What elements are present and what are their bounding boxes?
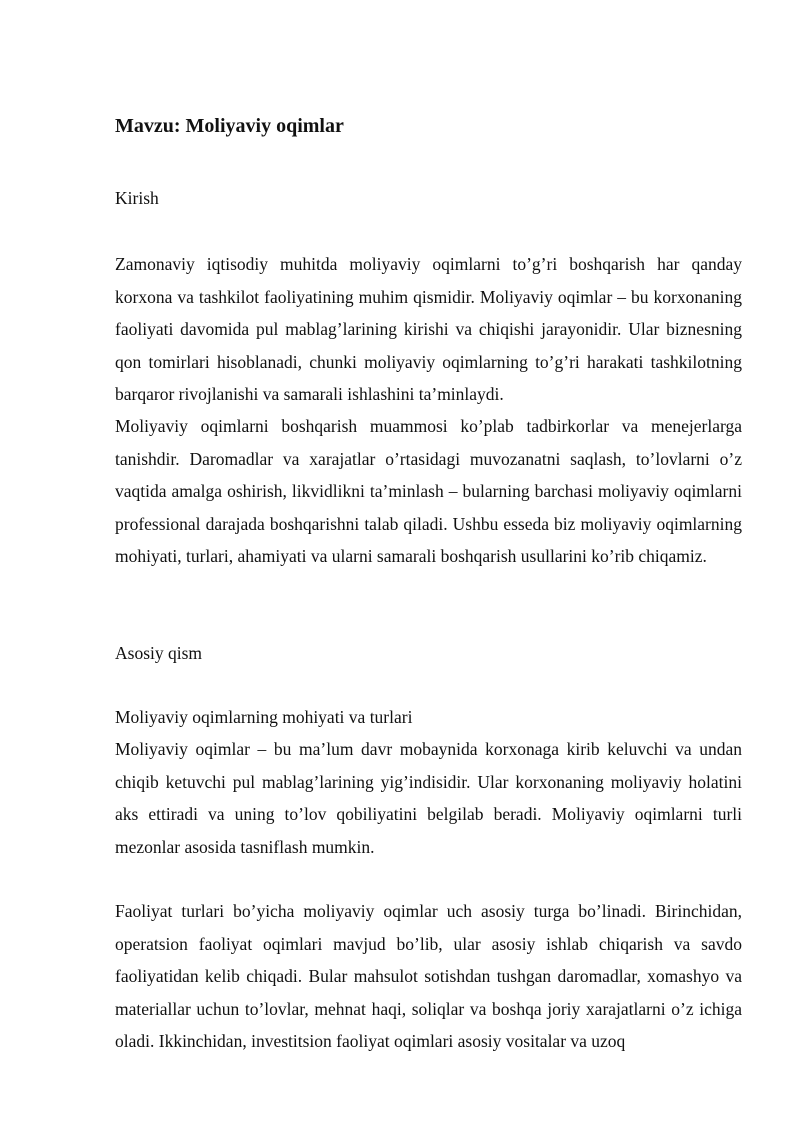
section-paragraph-1: Moliyaviy oqimlar – bu ma’lum davr mobaynida korxonaga kirib keluvchi va undan chiqib ketuvchi pul mablag’larining yig’indisidir. Ular korxonaning moliyaviy holatini aks ettiradi va uning to’lov qobiliyatini belgilab beradi. Moliyaviy oqimlarni turli mezonlar asosida tasniflash mumkin. (115, 739, 742, 857)
intro-heading: Kirish (115, 188, 159, 208)
section-paragraph-2: Faoliyat turlari bo’yicha moliyaviy oqimlar uch asosiy turga bo’linadi. Birinchidan, operatsion faoliyat oqimlari mavjud bo’lib, ular asosiy ishlab chiqarish va savdo faoliyatidan kelib chiqadi. Bular mahsulot sotishdan tushgan daromadlar, xomashyo va materiallar uchun to’lovlar, mehnat haqi, soliqlar va boshqa joriy xarajatlarni o’z ichiga oladi. Ikkinchidan, investitsion faoliyat oqimlari asosiy vositalar va uzoq (115, 901, 742, 1051)
main-heading: Asosiy qism (115, 643, 203, 663)
intro-paragraph-2: Moliyaviy oqimlarni boshqarish muammosi ko’plab tadbirkorlar va menejerlarga tanishdir. Daromadlar va xarajatlar o’rtasidagi muvozanatni saqlash, to’lovlarni o’z vaqtida amalga oshirish, likvidlikni ta’minlash – bularning barchasi moliyaviy oqimlarni professional darajada boshqarishni talab qiladi. Ushbu esseda biz moliyaviy oqimlarning mohiyati, turlari, ahamiyati va ularni samarali boshqarish usullarini ko’rib chiqamiz. (115, 416, 742, 566)
section-heading: Moliyaviy oqimlarning mohiyati va turlari (115, 707, 413, 727)
intro-paragraph-1: Zamonaviy iqtisodiy muhitda moliyaviy oqimlarni to’g’ri boshqarish har qanday korxona va tashkilot faoliyatining muhim qismidir. Moliyaviy oqimlar – bu korxonaning faoliyati davomida pul mablag’larining kirishi va chiqishi jarayonidir. Ular biznesning qon tomirlari hisoblanadi, chunki moliyaviy oqimlarning to’g’ri harakati tashkilotning barqaror rivojlanishi va samarali ishlashini ta’minlaydi. (115, 254, 742, 404)
document-title: Mavzu: Moliyaviy oqimlar (115, 115, 344, 137)
